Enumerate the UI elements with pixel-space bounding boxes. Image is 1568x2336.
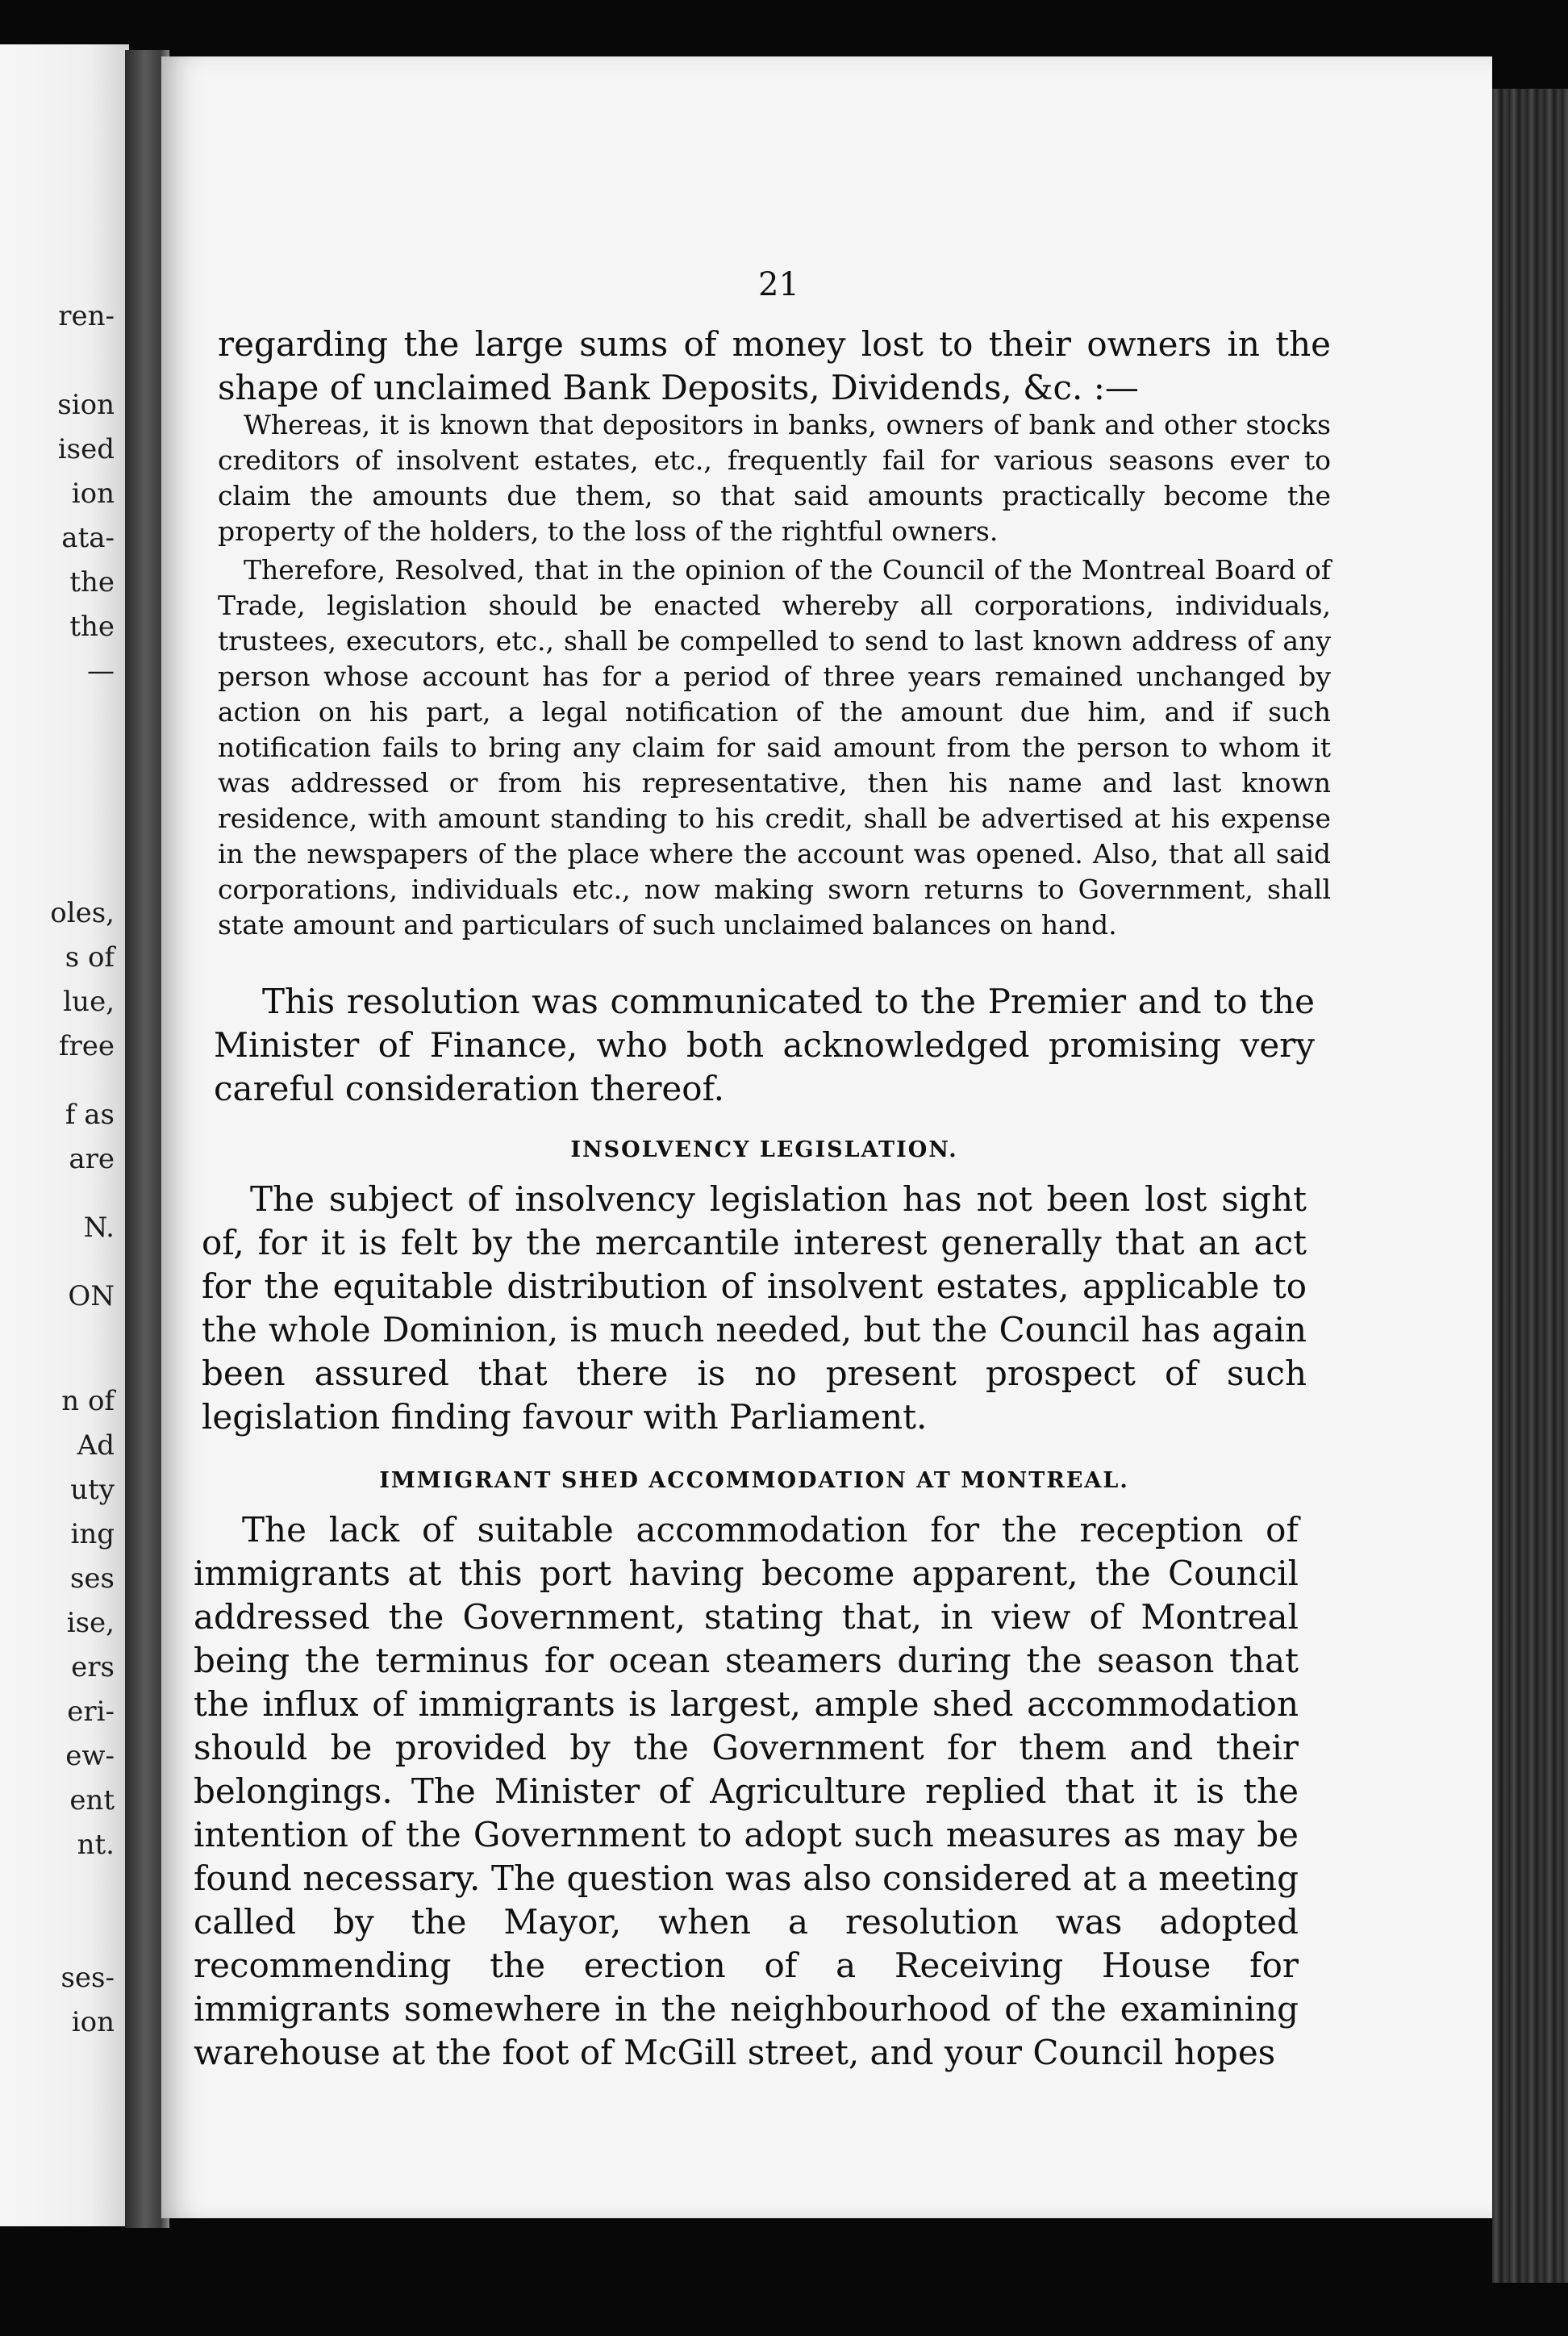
fragment-line: f as [65,1099,115,1131]
fragment-line: ses- [60,1962,115,1994]
fragment-line: the [69,566,115,599]
fragment-line: ew- [65,1740,115,1772]
fragment-line: s of [65,941,115,974]
page-number: 21 [758,266,799,303]
book-cover-edge [1492,89,1568,2283]
fragment-line: ion [71,478,115,510]
fragment-line: nt. [77,1829,115,1861]
fragment-line: ion [71,2006,115,2038]
fragment-line: oles, [50,897,115,929]
fragment-line: ren- [58,300,115,332]
fragment-line: N. [83,1212,115,1244]
fragment-line: ata- [61,522,115,554]
fragment-line: ON [68,1280,115,1312]
fragment-line: are [69,1143,115,1175]
facing-page-fragment [0,44,129,2226]
fragment-line: free [58,1030,115,1062]
fragment-line: ing [70,1518,115,1550]
fragment-line: ise, [66,1607,115,1639]
fragment-line: the [69,611,115,643]
fragment-line: n of [61,1385,115,1417]
fragment-line: eri- [67,1696,115,1728]
fragment-line: ses [69,1562,115,1595]
resolved-paragraph: Therefore, Resolved, that in the opinion of the Council of the Montreal Board of Trade, legislation should be enacted whereby all corporations, individuals, trustees, executors, etc., shall be compelled to send to last known address of any person whose account has for a period of three years remained unchanged by action on his part, a legal notification of the amount due him, and if such notification fails to bring any claim for said amount from the person to whom it was addressed or from his representative, then his name and last known residence, with amount standing to his credit, shall be advertised at his expense in the newspapers of the place where the account was opened. Also, that all said corporations, individuals etc., now making sworn returns to Government, shall state amount and particulars of such unclaimed balances on hand. [218,554,1331,941]
whereas-paragraph: Whereas, it is known that depositors in banks, owners of bank and other stocks creditors of insolvent estates, etc., frequently fail for various seasons ever to claim the amounts due them, so that said amounts practically become the property of the holders, to the loss of the rightful owners. [218,409,1331,547]
fragment-line: lue, [63,986,115,1018]
fragment-line: sion [57,389,115,421]
intro-paragraph: regarding the large sums of money lost to their owners in the shape of unclaimed Bank Deposits, Dividends, &c. :— [218,324,1331,407]
fragment-line: — [87,655,115,687]
fragment-line: ers [71,1651,115,1683]
insolvency-paragraph: The subject of insolvency legislation has not been lost sight of, for it is felt by the mercantile interest generally that an act for the equitable distribution of insolvent estates, applicable to the whole Dominion, is much needed, but the Council has again been assured that there is no present prospect of such legislation finding favour with Parliament. [202,1179,1307,1437]
communicated-paragraph: This resolution was communicated to the Premier and to the Minister of Finance, who both acknowledged promising very careful consideration thereof. [214,982,1315,1108]
section-heading-insolvency: INSOLVENCY LEGISLATION. [570,1137,958,1162]
section-heading-immigrant: IMMIGRANT SHED ACCOMMODATION AT MONTREAL. [379,1468,1129,1493]
immigrant-paragraph: The lack of suitable accommodation for the reception of immigrants at this port having become apparent, the Council addressed the Government, stating that, in view of Montreal being the terminus for ocean steamers during the season that the influx of immigrants is largest, ample shed accommodation should be provided by the Government for them and their belongings. The Minister of Agriculture replied that it is the intention of the Government to adopt such measures as may be found necessary. The question was also considered at a meeting called by the Mayor, when a resolution was adopted recommending the erection of a Receiving House for immigrants somewhere in the neighbourhood of the examining warehouse at the foot of McGill street, and your Council hopes [194,1510,1299,2072]
fragment-line: ised [57,433,115,465]
fragment-line: ent [69,1784,115,1817]
fragment-line: Ad [77,1429,115,1462]
fragment-line: uty [70,1474,115,1506]
